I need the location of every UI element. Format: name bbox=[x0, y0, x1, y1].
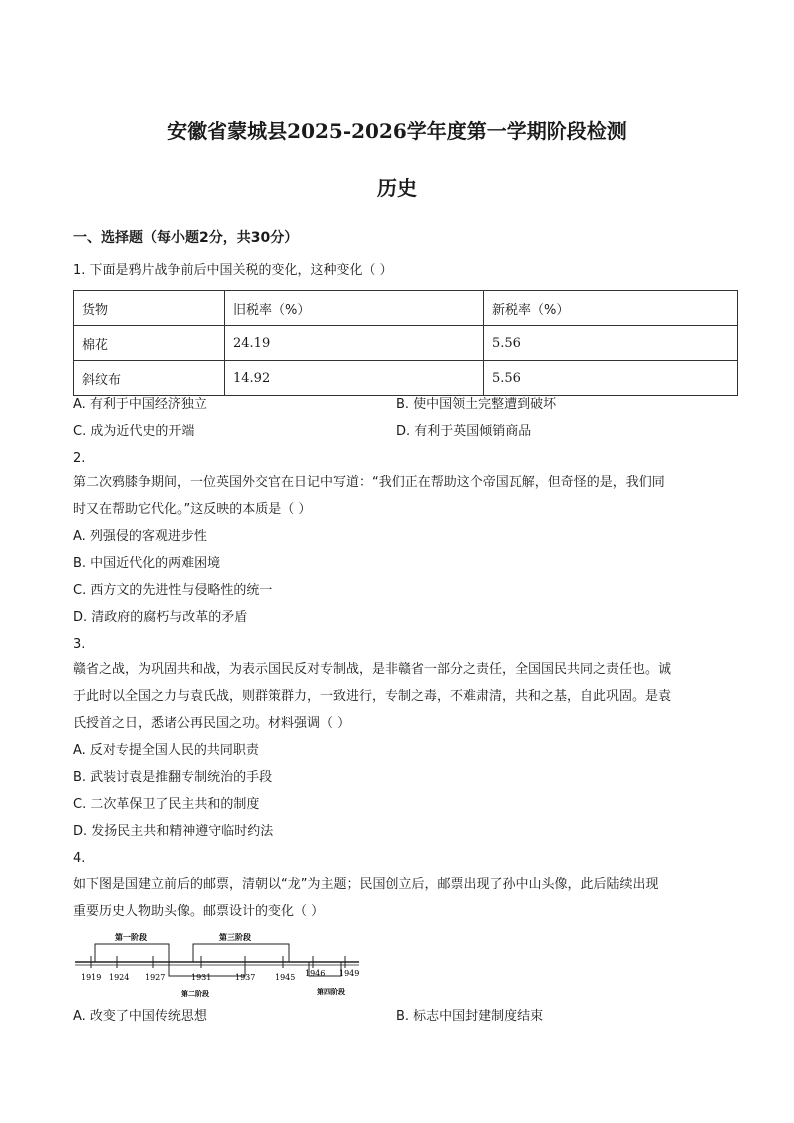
year-label: 1919 bbox=[81, 973, 102, 982]
q1-stem: 1. 下面是鸦片战争前后中国关税的变化，这种变化（ ） bbox=[73, 263, 393, 278]
q3-option-a: A. 反对专提全国人民的共同职责 bbox=[73, 743, 259, 758]
exam-title: 安徽省蒙城县2025-2026学年度第一学期阶段检测 bbox=[167, 119, 627, 143]
q1-option-b: B. 使中国领土完整遭到破坏 bbox=[396, 397, 557, 412]
q4-option-b: B. 标志中国封建制度结束 bbox=[396, 1009, 544, 1024]
tariff-table bbox=[73, 290, 738, 396]
table-header-cell: 新税率（%） bbox=[484, 291, 738, 326]
section-heading: 一、选择题（每小题2分，共30分） bbox=[73, 230, 299, 246]
q3-stem-line: 氏授首之日，悉诸公再民国之功。材料强调（ ） bbox=[73, 716, 351, 731]
table-cell: 24.19 bbox=[225, 326, 484, 361]
q2-option-d: D. 清政府的腐朽与改革的矛盾 bbox=[73, 610, 248, 625]
q2-option-b: B. 中国近代化的两难困境 bbox=[73, 556, 221, 571]
stage-1-bracket bbox=[95, 944, 169, 962]
q4-option-a: A. 改变了中国传统思想 bbox=[73, 1009, 207, 1024]
table-row bbox=[74, 326, 738, 361]
q3-number: 3. bbox=[73, 637, 86, 652]
stamp-timeline-figure bbox=[73, 928, 363, 1000]
table-cell: 14.92 bbox=[225, 361, 484, 396]
q4-stem-line: 如下图是国建立前后的邮票，清朝以“龙”为主题；民国创立后，邮票出现了孙中山头像，此后陆续出现 bbox=[73, 877, 659, 892]
q2-number: 2. bbox=[73, 451, 86, 466]
q2-stem-line: 时又在帮助它代化。”这反映的本质是（ ） bbox=[73, 502, 312, 517]
q3-option-c: C. 二次革保卫了民主共和的制度 bbox=[73, 797, 260, 812]
q1-option-d: D. 有利于英国倾销商品 bbox=[396, 424, 532, 439]
q1-option-a: A. 有利于中国经济独立 bbox=[73, 397, 207, 412]
year-label: 1945 bbox=[275, 973, 296, 982]
q3-option-b: B. 武装讨袁是推翻专制统治的手段 bbox=[73, 770, 273, 785]
q4-stem-line: 重要历史人物助头像。邮票设计的变化（ ） bbox=[73, 904, 325, 919]
q2-option-a: A. 列强侵的客观进步性 bbox=[73, 529, 207, 544]
stage-label: 第三阶段 bbox=[219, 932, 251, 942]
year-label: 1937 bbox=[235, 973, 256, 982]
subject-title: 历史 bbox=[377, 176, 417, 200]
stage-label: 第四阶段 bbox=[317, 987, 345, 996]
table-header-row bbox=[74, 291, 738, 326]
year-label: 1924 bbox=[109, 973, 130, 982]
year-label: 1931 bbox=[191, 973, 212, 982]
q4-number: 4. bbox=[73, 851, 86, 866]
stage-label: 第二阶段 bbox=[181, 989, 209, 998]
stage-3-bracket bbox=[193, 944, 289, 962]
q1-option-c: C. 成为近代史的开端 bbox=[73, 424, 195, 439]
table-cell: 斜纹布 bbox=[74, 361, 225, 396]
table-cell: 棉花 bbox=[74, 326, 225, 361]
q2-stem-line: 第二次鸦膝争期间，一位英国外交官在日记中写道：“我们正在帮助这个帝国瓦解，但奇怪的是，我们同 bbox=[73, 475, 665, 490]
year-label: 1949 bbox=[339, 969, 360, 978]
q3-option-d: D. 发扬民主共和精神遵守临时约法 bbox=[73, 824, 274, 839]
year-label: 1927 bbox=[145, 973, 166, 982]
table-header-cell: 旧税率（%） bbox=[225, 291, 484, 326]
year-label: 1946 bbox=[305, 969, 326, 978]
table-header-cell: 货物 bbox=[74, 291, 225, 326]
table-cell: 5.56 bbox=[484, 326, 738, 361]
q3-stem-line: 赣省之战，为巩固共和战，为表示国民反对专制战，是非赣省一部分之责任，全国国民共同之责任也。诚 bbox=[73, 662, 672, 677]
table-cell: 5.56 bbox=[484, 361, 738, 396]
q2-option-c: C. 西方文的先进性与侵略性的统一 bbox=[73, 583, 273, 598]
q3-stem-line: 于此时以全国之力与袁氏战，则群策群力，一致进行，专制之毒，不难肃清，共和之基，自此巩固。是袁 bbox=[73, 689, 672, 704]
table-row bbox=[74, 361, 738, 396]
stage-label: 第一阶段 bbox=[115, 932, 147, 942]
